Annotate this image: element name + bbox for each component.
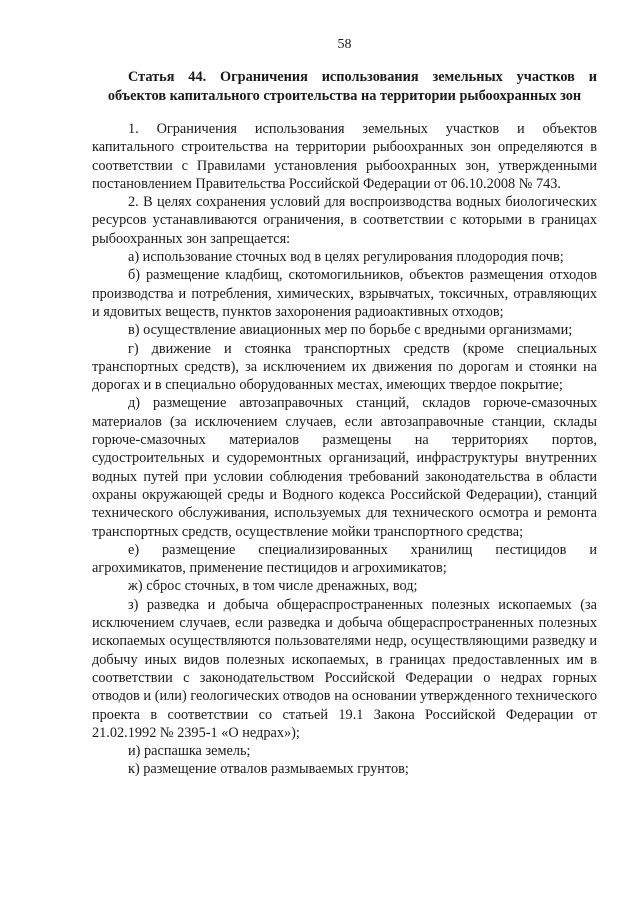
- list-item-d: д) размещение автозаправочных станций, складов горюче-смазочных материалов (за исключением случаев, если автозаправочные станции, склады горюче-смазочных материалов размещены на территориях портов, судостроительных и судоремонтных организаций, инфраструктуры внутренних водных путей при условии соблюдения требований законодательства в области охраны окружающей среды и Водного кодекса Российской Федерации), станций технического обслуживания, используемых для технического осмотра и ремонта транспортных средств, осуществление мойки транспортного средства;: [92, 395, 597, 540]
- list-item-g: г) движение и стоянка транспортных средств (кроме специальных транспортных средств), за исключением их движения по дорогам и стоянки на дорогах и в специально оборудованных местах, имеющих твердое покрытие;: [92, 340, 597, 394]
- list-item-e: е) размещение специализированных хранилищ пестицидов и агрохимикатов, применение пестицидов и агрохимикатов;: [92, 541, 597, 577]
- list-item-k: к) размещение отвалов размываемых грунтов;: [128, 761, 409, 778]
- list-item-b: б) размещение кладбищ, скотомогильников, объектов размещения отходов производства и потребления, химических, взрывчатых, токсичных, отравляющих и ядовитых веществ, пунктов захоронения радиоактивных отходов;: [92, 267, 597, 320]
- page-number: 58: [337, 37, 352, 52]
- list-item-v: в) осуществление авиационных мер по борьбе с вредными организмами;: [128, 322, 573, 339]
- list-item-a: а) использование сточных вод в целях регулирования плодородия почв;: [128, 249, 564, 266]
- list-item-i: и) распашка земель;: [128, 743, 251, 760]
- paragraph-2: 2. В целях сохранения условий для воспроизводства водных биологических ресурсов устанавливаются ограничения, в соответствии с которыми в границах рыбоохранных зон запрещается:: [92, 194, 597, 247]
- list-item-zh: ж) сброс сточных, в том числе дренажных, вод;: [128, 578, 418, 595]
- paragraph-1: 1. Ограничения использования земельных участков и объектов капитального строительства на территории рыбоохранных зон определяются в соответствии с Правилами установления рыбоохранных зон, утвержденными постановлением Правительства Российской Федерации от 06.10.2008 № 743.: [92, 121, 597, 192]
- document-page: [92, 36, 597, 779]
- list-item-z: з) разведка и добыча общераспространенных полезных ископаемых (за исключением случаев, если разведка и добыча общераспространенных полезных ископаемых осуществляются пользователями недр, осуществляющими разведку и добычу иных видов полезных ископаемых, в границах предоставленных им в соответствии с законодательством Российской Федерации о недрах горных отводов и (или) геологических отводов на основании утвержденного технического проекта в соответствии со статьей 19.1 Закона Российской Федерации от 21.02.1992 № 2395-1 «О недрах»);: [92, 596, 597, 741]
- article-title: Статья 44. Ограничения использования земельных участков и объектов капитального строительства на территории рыбоохранных зон: [107, 69, 597, 104]
